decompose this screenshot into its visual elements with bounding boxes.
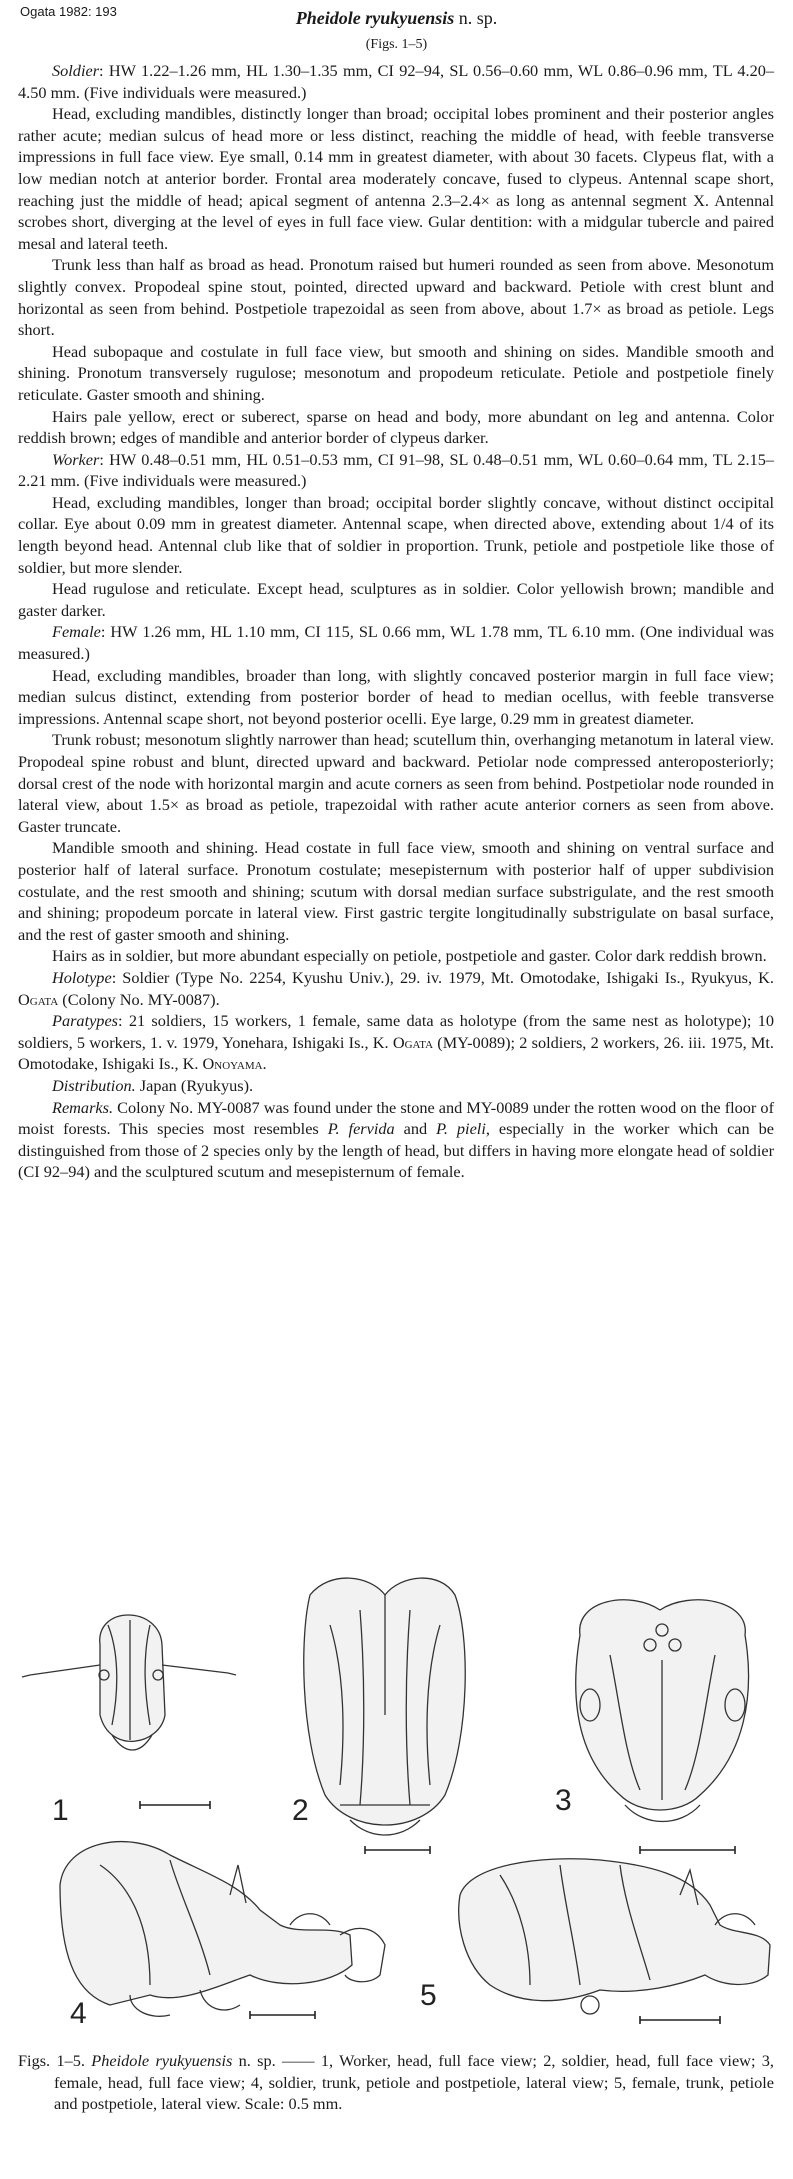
worker-label: Worker xyxy=(52,449,100,469)
remarks-label: Remarks. xyxy=(52,1097,114,1117)
description-body xyxy=(18,60,774,1183)
figure-reference: (Figs. 1–5) xyxy=(365,37,428,52)
fig2-soldier-head-drawing xyxy=(304,1578,465,1835)
paratypes: Paratypes: 21 soldiers, 15 workers, 1 female, same data as holotype (from the same nest as holotype); 10 soldiers, 5 workers, 1. v. 1979, Yonehara, Ishigaki Is., K. Ogata (MY-0089); 2 soldiers, 2 workers, 26. iii. 1975, Mt. Omotodake, Ishigaki Is., K. Onoyama. xyxy=(18,1011,775,1074)
distribution-label: Distribution. xyxy=(52,1075,136,1095)
fig3-female-head-drawing xyxy=(576,1600,749,1822)
remarks: Remarks. Colony No. MY-0087 was found under the stone and MY-0089 under the rotten wood on the floor of moist forests. This species most resembles P. fervida and P. pieli, especially in the worker which can be distinguished from those of 2 species only by the length of head, but differs in having more elongate head of soldier (CI 92–94) and the sculptured scutum and mesepisternum of female. xyxy=(18,1097,774,1182)
fig-number-3: 3 xyxy=(555,1784,572,1817)
soldier-label: Soldier xyxy=(52,61,100,80)
soldier-sculpture: Head subopaque and costulate in full face view, but smooth and shining on sides. Mandible smooth and shining. Pronotum transversely rugulose; mesonotum and propodeum reticulate. Petiole and postpetiole finely reticulate. Gaster smooth and shining. xyxy=(18,341,774,404)
fig-number-2: 2 xyxy=(292,1794,309,1827)
figure-plate-drawing xyxy=(0,1565,793,2035)
page-title xyxy=(0,8,793,29)
fig-number-1: 1 xyxy=(52,1794,69,1827)
female-sculpture: Mandible smooth and shining. Head costate in full face view, smooth and shining on ventral surface and posterior half of lateral surface. Pronotum costulate; mesepisternum with posterior half of upper subdivision costulate, and the rest smooth and shining; scutum with dorsal median surface substrigulate, and the rest smooth and shining; propodeum porcate in lateral view. First gastric tergite longitudinally substrigulate on basal surface, and the rest of gaster smooth and shining. xyxy=(18,838,774,944)
figure-caption: Figs. 1–5. Pheidole ryukyuensis n. sp. —— 1, Worker, head, full face view; 2, soldier, head, full face view; 3, female, head, full face view; 4, soldier, trunk, petiole and postpetiole, lateral view; 5, female, trunk, petiole and postpetiole, lateral view. Scale: 0.5 mm. xyxy=(18,2051,774,2114)
species-suffix: n. sp. xyxy=(458,8,498,28)
citation: Ogata 1982: 193 xyxy=(20,4,117,19)
paratypes-label: Paratypes xyxy=(52,1011,119,1031)
worker-head: Head, excluding mandibles, longer than broad; occipital border slightly concave, without distinct occipital collar. Eye about 0.09 mm in greatest diameter. Antennal scape, when directed above, extending about 1/4 of its length beyond head. Antennal club like that of soldier in proportion. Trunk, petiole and postpetiole like those of soldier, but more slender. xyxy=(18,492,774,577)
female-hairs: Hairs as in soldier, but more abundant especially on petiole, postpetiole and gaster. Color dark reddish brown. xyxy=(52,946,767,966)
distribution: Distribution. Japan (Ryukyus). xyxy=(52,1075,254,1095)
worker-sculpture: Head rugulose and reticulate. Except head, sculptures as in soldier. Color yellowish brown; mandible and gaster darker. xyxy=(18,579,774,620)
female-measurements: Female: HW 1.26 mm, HL 1.10 mm, CI 115, SL 0.66 mm, WL 1.78 mm, TL 6.10 mm. (One individual was measured.) xyxy=(18,622,774,664)
holotype-label: Holotype xyxy=(52,967,112,987)
fig5-female-trunk-drawing xyxy=(459,1859,770,2014)
species-name: Pheidole ryukyuensis xyxy=(295,8,455,28)
holotype: Holotype: Soldier (Type No. 2254, Kyushu Univ.), 29. iv. 1979, Mt. Omotodake, Ishigaki Is., Ryukyus, K. Ogata (Colony No. MY-0087). xyxy=(18,967,774,1009)
figure-plate xyxy=(0,1565,793,2035)
fig-number-4: 4 xyxy=(70,1997,87,2030)
fig4-soldier-trunk-drawing xyxy=(60,1842,385,2017)
female-label: Female xyxy=(52,622,101,642)
soldier-hairs: Hairs pale yellow, erect or suberect, sparse on head and body, more abundant on leg and antenna. Color reddish brown; edges of mandible and anterior border of clypeus darker. xyxy=(18,406,774,448)
soldier-measurements: Soldier: HW 1.22–1.26 mm, HL 1.30–1.35 mm, CI 92–94, SL 0.56–0.60 mm, WL 0.86–0.96 mm, TL 4.20–4.50 mm. (Five individuals were measured.) xyxy=(18,61,774,102)
soldier-head: Head, excluding mandibles, distinctly longer than broad; occipital lobes prominent and their posterior angles rather acute; median sulcus of head more or less distinct, reaching the middle of head, with feeble transverse impressions in full face view. Eye small, 0.14 mm in greatest diameter, with about 30 facets. Clypeus flat, with a low median notch at anterior border. Frontal area moderately concave, fused to clypeus. Antennal scape short, reaching just the middle of head; apical segment of antenna 2.3–2.4× as long as antennal segment X. Antennal scrobes short, diverging at the level of eyes in full face view. Gular dentition: with a midgular tubercle and paired mesal and lateral teeth. xyxy=(18,104,774,253)
female-head: Head, excluding mandibles, broader than long, with slightly concaved posterior margin in full face view; median sulcus distinct, extending from posterior border of head to median ocellus, with feeble transverse impressions. Antennal scape short, not beyond posterior ocelli. Eye large, 0.29 mm in greatest diameter. xyxy=(18,665,774,728)
fig-number-5: 5 xyxy=(420,1979,437,2012)
worker-measurements: Worker: HW 0.48–0.51 mm, HL 0.51–0.53 mm, CI 91–98, SL 0.48–0.51 mm, WL 0.60–0.64 mm, TL 2.15–2.21 mm. (Five individuals were measured.) xyxy=(18,449,774,491)
fig1-worker-head-drawing xyxy=(22,1615,236,1750)
female-trunk: Trunk robust; mesonotum slightly narrower than head; scutellum thin, overhanging metanotum in lateral view. Propodeal spine robust and blunt, directed upward and backward. Petiolar node compressed anteroposteriorly; dorsal crest of the node with horizontal margin and acute corners as seen from behind. Postpetiolar node rounded in lateral view, about 1.5× as broad as petiole, trapezoidal with rather acute anterior corners as seen from above. Gaster truncate. xyxy=(18,730,774,836)
soldier-trunk: Trunk less than half as broad as head. Pronotum raised but humeri rounded as seen from above. Mesonotum slightly convex. Propodeal spine stout, pointed, directed upward and backward. Petiole with crest blunt and horizontal as seen from behind. Postpetiole trapezoidal as seen from above, about 1.7× as broad as petiole. Legs short. xyxy=(18,255,774,340)
